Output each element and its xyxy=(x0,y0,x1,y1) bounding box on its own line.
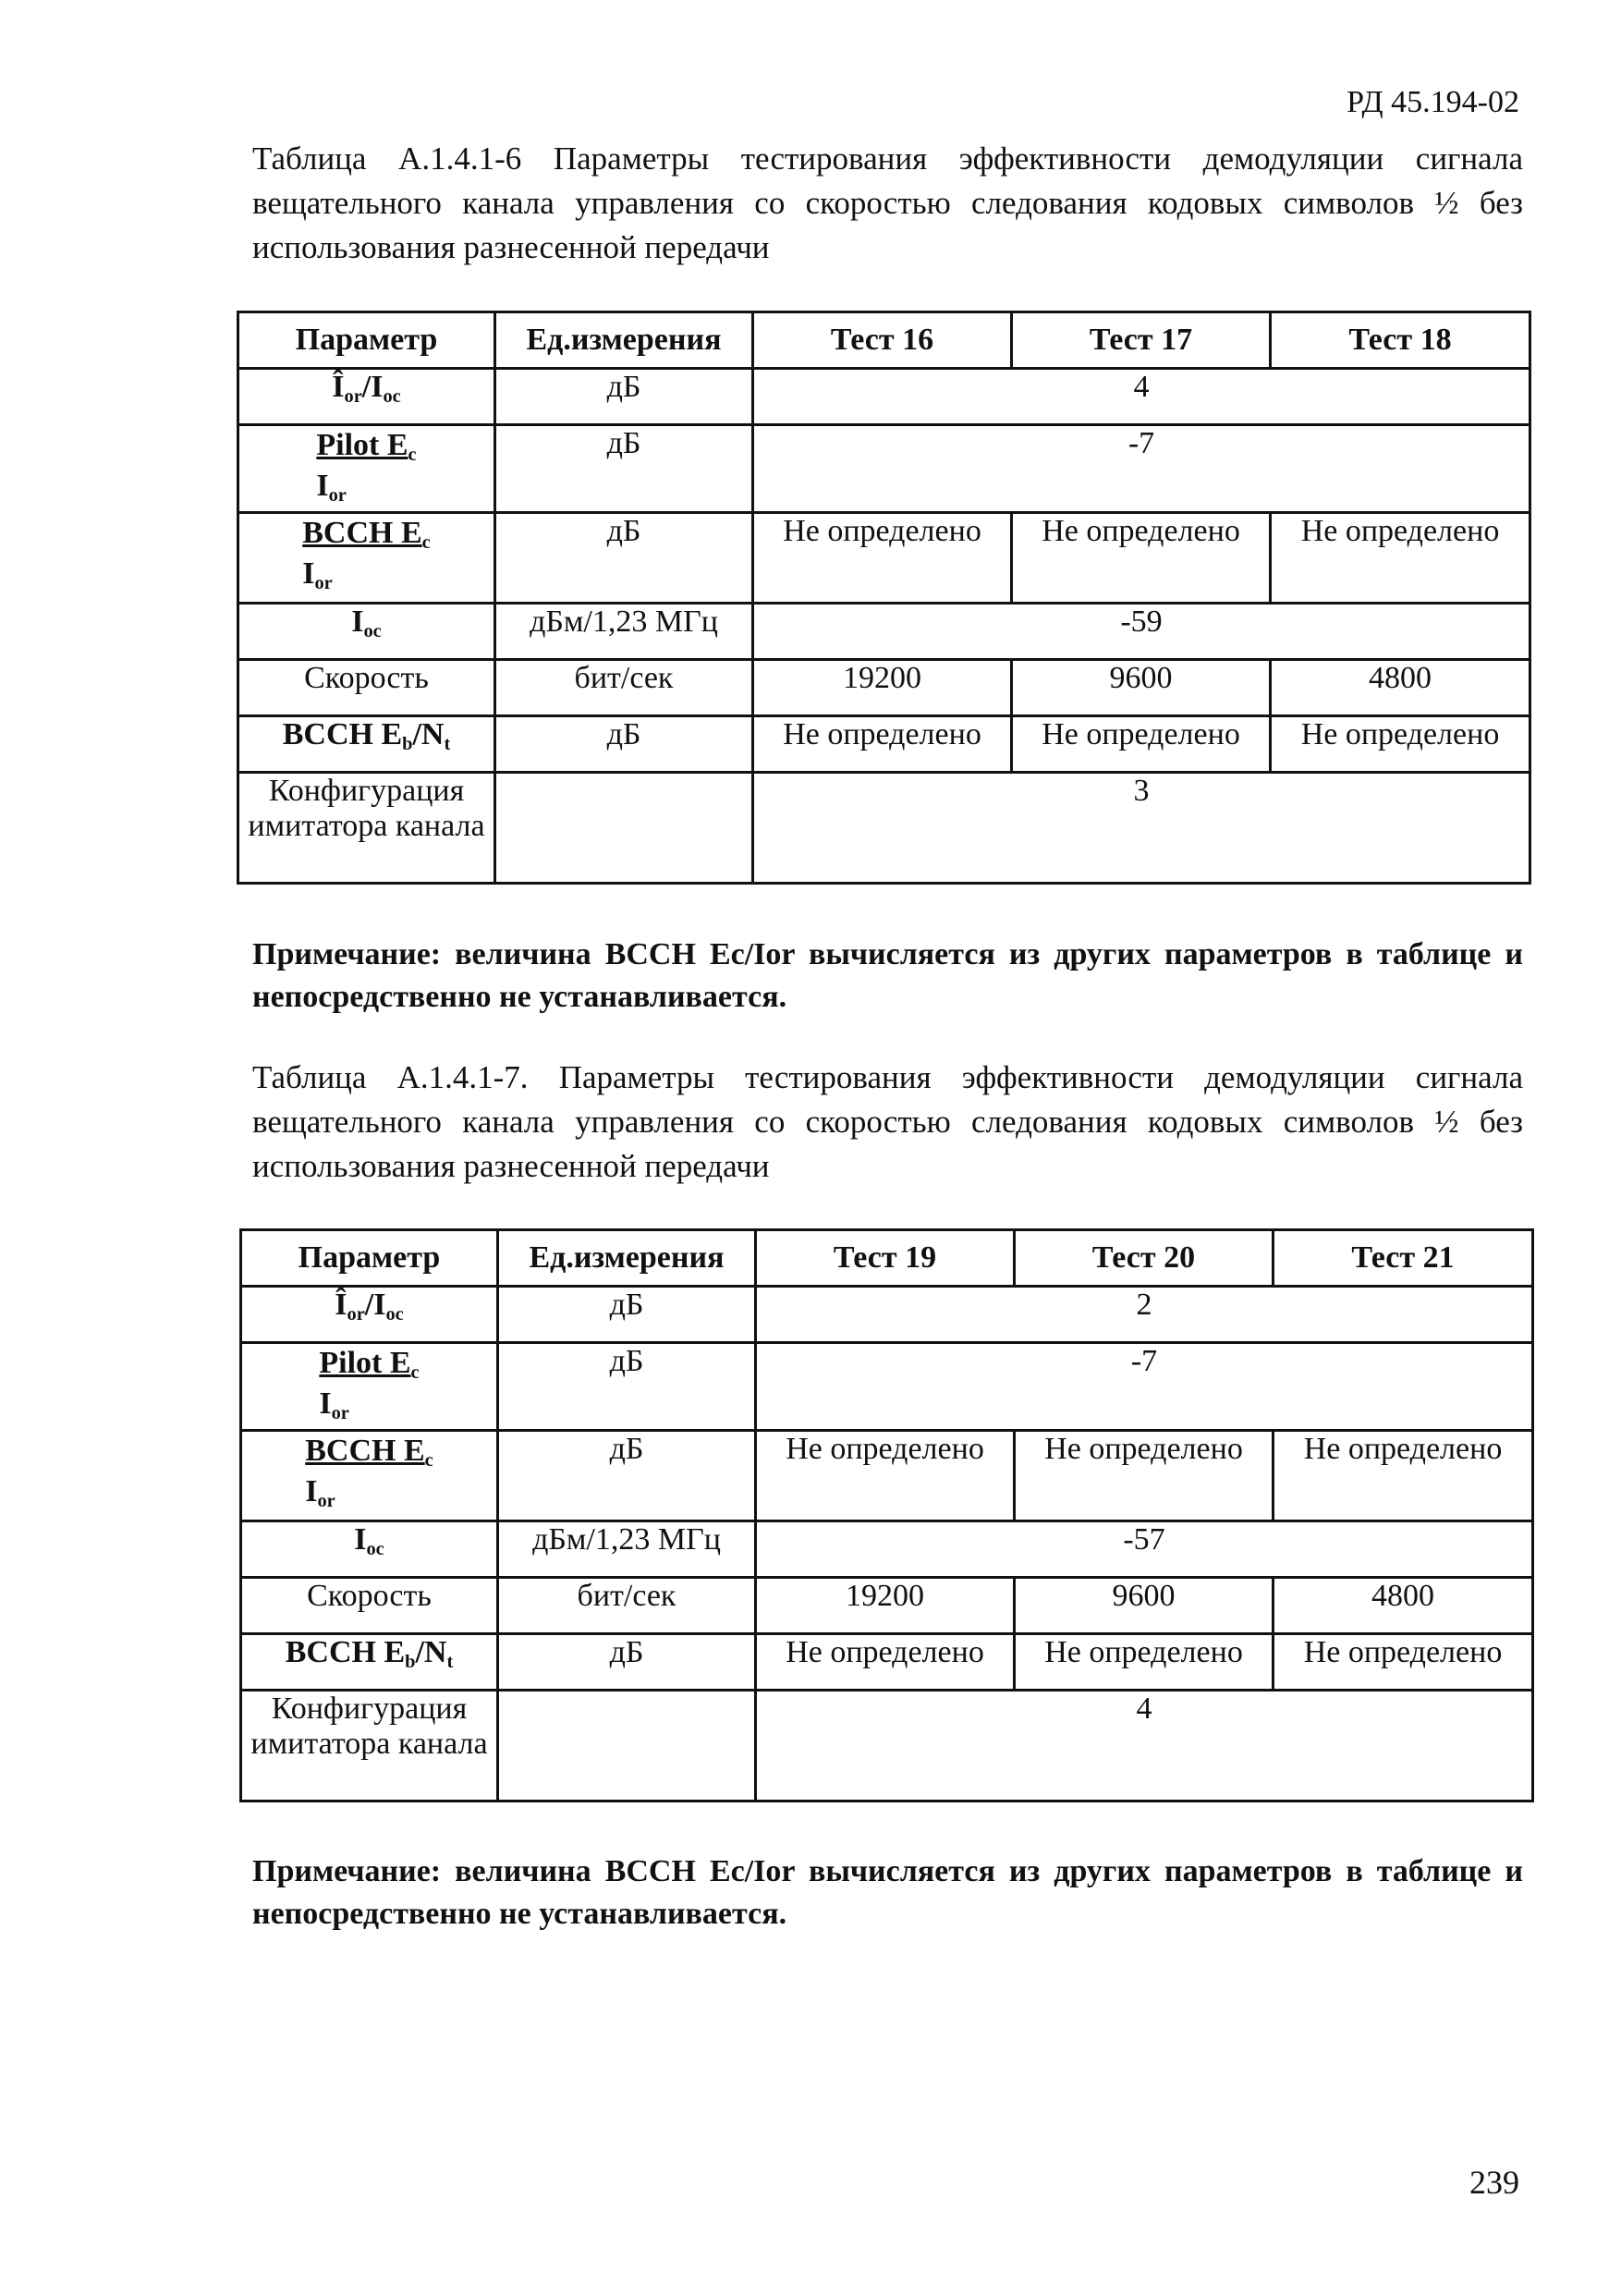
param-bcch-eb-nt: BCCH $E_b/N_t$ xyxy=(238,716,495,773)
unit-cell: дБ xyxy=(498,1431,756,1521)
value-cell: 19200 xyxy=(756,1578,1015,1634)
value-cell: 4800 xyxy=(1274,1578,1533,1634)
table-row xyxy=(238,773,1530,884)
table1-header-test18: Тест 18 xyxy=(1271,312,1530,369)
value-cell: Не определено xyxy=(1271,716,1530,773)
value-cell: 19200 xyxy=(753,660,1012,716)
table1-header-row xyxy=(238,312,1530,369)
unit-cell: дБ xyxy=(495,425,753,513)
table2-header-unit: Ед.измерения xyxy=(498,1230,756,1287)
unit-cell xyxy=(498,1691,756,1801)
value-cell: 4 xyxy=(753,369,1530,425)
param-ioc: $I_{oc}$ xyxy=(238,604,495,660)
value-cell: Не определено xyxy=(756,1634,1015,1691)
value-cell: Не определено xyxy=(1012,716,1271,773)
unit-cell: дБ xyxy=(495,716,753,773)
table-row xyxy=(238,513,1530,604)
table2 xyxy=(239,1228,1534,1802)
param-pilot-ec-ior: Pilot $E_c$ $I_{or}$ xyxy=(241,1343,498,1431)
table-row xyxy=(238,660,1530,716)
page-number: 239 xyxy=(1469,2164,1519,2201)
table1-caption: Таблица А.1.4.1-6 Параметры тестирования эффективности демодуляции сигнала вещательного канала управления со скоростью следования кодовых символов ½ без использования разнесенной передачи xyxy=(252,140,1523,265)
value-cell: Не определено xyxy=(1274,1634,1533,1691)
table2-header-param: Параметр xyxy=(241,1230,498,1287)
unit-cell: бит/сек xyxy=(495,660,753,716)
param-rate: Скорость xyxy=(241,1578,498,1634)
value-cell: 2 xyxy=(756,1287,1533,1343)
unit-cell: бит/сек xyxy=(498,1578,756,1634)
table-row xyxy=(238,369,1530,425)
param-bcch-eb-nt: BCCH $E_b/N_t$ xyxy=(241,1634,498,1691)
value-cell: 9600 xyxy=(1015,1578,1274,1634)
param-config: Конфигурация имитатора канала xyxy=(238,773,495,884)
unit-cell xyxy=(495,773,753,884)
param-bcch-ec-ior: BCCH $E_c$ $I_{or}$ xyxy=(238,513,495,604)
param-pilot-ec-ior: Pilot $E_c$ $I_{or}$ xyxy=(238,425,495,513)
unit-cell: дБ xyxy=(498,1343,756,1431)
value-cell: -57 xyxy=(756,1521,1533,1578)
value-cell: -7 xyxy=(753,425,1530,513)
value-cell: Не определено xyxy=(1274,1431,1533,1521)
unit-cell: дБ xyxy=(495,513,753,604)
table2-header-test20: Тест 20 xyxy=(1015,1230,1274,1287)
table-row xyxy=(238,425,1530,513)
value-cell: -7 xyxy=(756,1343,1533,1431)
table1-header-test17: Тест 17 xyxy=(1012,312,1271,369)
document-code: РД 45.194-02 xyxy=(1347,85,1519,119)
unit-cell: дБм/1,23 МГц xyxy=(495,604,753,660)
table-row xyxy=(241,1287,1533,1343)
param-config: Конфигурация имитатора канала xyxy=(241,1691,498,1801)
param-ior-ioc: $Î_{or}/I_{oc}$ xyxy=(238,369,495,425)
table2-header-test21: Тест 21 xyxy=(1274,1230,1533,1287)
value-cell: -59 xyxy=(753,604,1530,660)
param-bcch-ec-ior: BCCH $E_c$ $I_{or}$ xyxy=(241,1431,498,1521)
param-rate: Скорость xyxy=(238,660,495,716)
value-cell: Не определено xyxy=(1012,513,1271,604)
table-row xyxy=(238,604,1530,660)
value-cell: 4 xyxy=(756,1691,1533,1801)
table2-note: Примечание: величина BCCH Ec/Ior вычисляется из других параметров в таблице и непосредственно не устанавливается. xyxy=(252,1854,1523,1931)
table-row xyxy=(241,1691,1533,1801)
table-row xyxy=(241,1431,1533,1521)
table1-header-param: Параметр xyxy=(238,312,495,369)
table-row xyxy=(238,716,1530,773)
table2-caption: Таблица А.1.4.1-7. Параметры тестирования эффективности демодуляции сигнала вещательного канала управления со скоростью следования кодовых символов ½ без использования разнесенной передачи xyxy=(252,1059,1523,1184)
param-ior-ioc: $Î_{or}/I_{oc}$ xyxy=(241,1287,498,1343)
table1-header-test16: Тест 16 xyxy=(753,312,1012,369)
unit-cell: дБ xyxy=(498,1634,756,1691)
unit-cell: дБм/1,23 МГц xyxy=(498,1521,756,1578)
value-cell: Не определено xyxy=(1271,513,1530,604)
table-row xyxy=(241,1634,1533,1691)
table-row xyxy=(241,1521,1533,1578)
table1-header-unit: Ед.измерения xyxy=(495,312,753,369)
unit-cell: дБ xyxy=(498,1287,756,1343)
table-row xyxy=(241,1343,1533,1431)
value-cell: Не определено xyxy=(753,716,1012,773)
table1 xyxy=(237,311,1531,885)
value-cell: Не определено xyxy=(1015,1431,1274,1521)
value-cell: 3 xyxy=(753,773,1530,884)
param-ioc: $I_{oc}$ xyxy=(241,1521,498,1578)
unit-cell: дБ xyxy=(495,369,753,425)
value-cell: Не определено xyxy=(756,1431,1015,1521)
table2-header-row xyxy=(241,1230,1533,1287)
table1-note: Примечание: величина BCCH Ec/Ior вычисляется из других параметров в таблице и непосредственно не устанавливается. xyxy=(252,937,1523,1014)
value-cell: Не определено xyxy=(753,513,1012,604)
value-cell: Не определено xyxy=(1015,1634,1274,1691)
table2-header-test19: Тест 19 xyxy=(756,1230,1015,1287)
table-row xyxy=(241,1578,1533,1634)
value-cell: 9600 xyxy=(1012,660,1271,716)
value-cell: 4800 xyxy=(1271,660,1530,716)
